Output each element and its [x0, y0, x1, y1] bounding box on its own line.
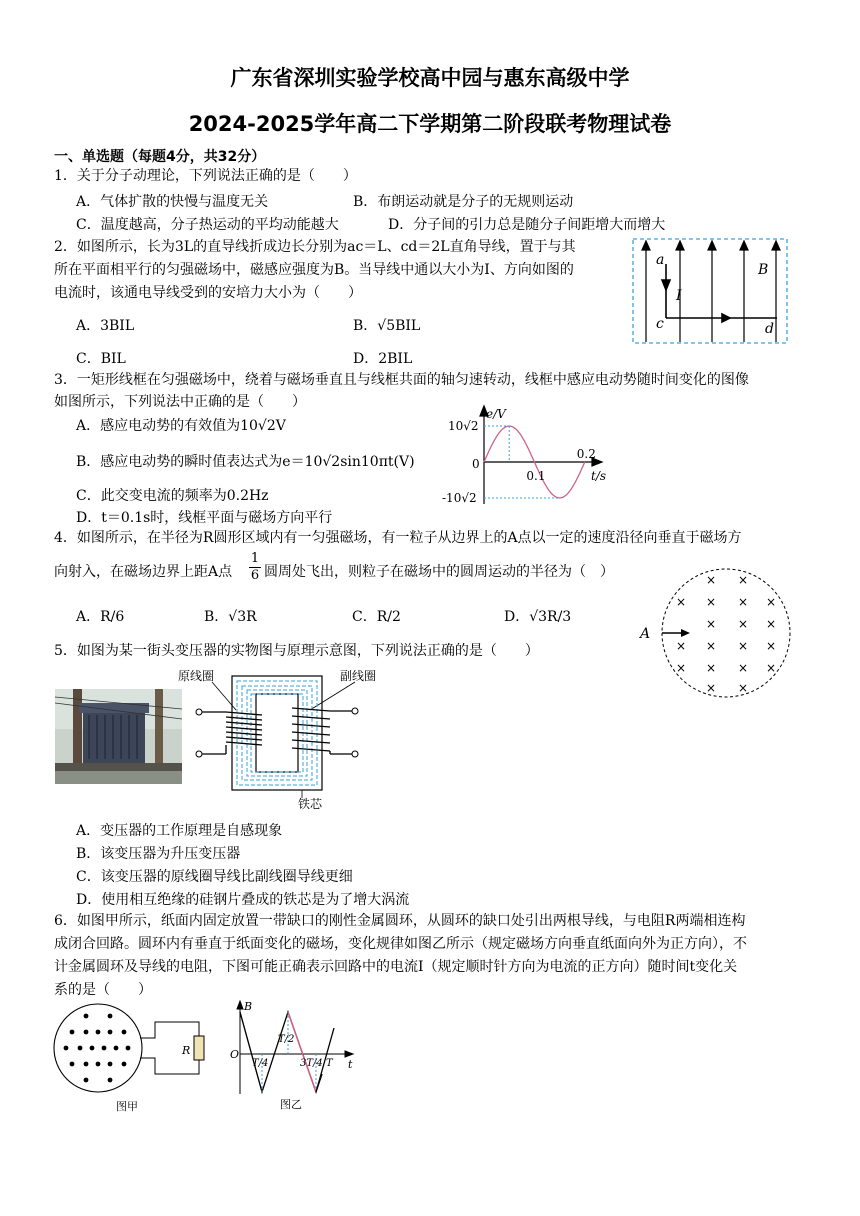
fraction-denominator: 6 [250, 568, 260, 583]
q2-magnetic-field-figure [632, 238, 788, 346]
field-cross: × [676, 639, 687, 653]
field-cross: × [766, 661, 777, 675]
field-cross: × [706, 661, 717, 675]
q4-line-1: 4．如图所示，在半径为R圆形区域内有一匀强磁场，有一粒子从边界上的A点以一定的速度沿径向垂直于磁场方 [54, 530, 742, 546]
transformer-schematic [178, 668, 390, 811]
origin-label: 0 [472, 457, 480, 471]
secondary-terminal [352, 751, 358, 757]
q6-line-1: 6．如图甲所示，纸面内固定放置一带缺口的刚性金属圆环，从圆环的缺口处引出两根导线，与电阻R两端相连构 [54, 913, 746, 929]
title-line-2: 2024-2025学年高二下学期第二阶段联考物理试卷 [188, 112, 672, 136]
q6-figure-a [52, 1002, 212, 1114]
iron-core-label: 铁芯 [298, 797, 323, 811]
q3-line-2: 如图所示，下列说法中正确的是（ ） [54, 394, 306, 410]
field-cross: × [706, 573, 717, 587]
q4-circular-field-figure [636, 568, 804, 700]
q4-line-2b: 圆周处飞出，则粒子在磁场中的圆周运动的半径为（ ） [264, 564, 614, 580]
field-cross: × [706, 617, 717, 631]
secondary-coil-label: 副线圈 [340, 669, 377, 683]
fraction-numerator: 1 [250, 551, 260, 566]
q1-option-a: A．气体扩散的快慢与温度无关 [76, 194, 269, 210]
q4-line-2a: 向射入，在磁场边界上距A点 [54, 564, 233, 580]
q5-stem: 5．如图为某一街头变压器的实物图与原理示意图，下列说法正确的是（ ） [54, 643, 539, 659]
field-dot [96, 1030, 101, 1035]
tick-3t4: 3T/4 [300, 1058, 323, 1069]
primary-terminal [196, 751, 202, 757]
field-dot [84, 1078, 89, 1083]
field-cross: × [766, 639, 777, 653]
secondary-terminal [352, 708, 358, 714]
b-curve-part1 [240, 1012, 322, 1092]
tick-t: T [326, 1058, 333, 1069]
q3-option-a: A．感应电动势的有效值为10√2V [76, 418, 286, 434]
q2-option-c: C．BIL [76, 351, 126, 367]
q4-option-d: D．√3R/3 [504, 609, 572, 625]
q1-option-d: D．分子间的引力总是随分子间距增大而增大 [388, 217, 666, 233]
q4-option-a: A．R/6 [76, 609, 125, 625]
x-tick-label: 0.1 [526, 469, 546, 483]
t-axis-label: t [348, 1058, 353, 1071]
field-dot [108, 1078, 113, 1083]
q2-line-1: 2．如图所示，长为3L的直导线折成边长分别为ac＝L、cd＝2L直角导线，置于与其 [54, 239, 576, 255]
field-dot [70, 1062, 75, 1067]
q1-stem: 1．关于分子动理论，下列说法正确的是（ ） [54, 168, 357, 184]
b-axis-label: B [244, 1000, 253, 1013]
tick-t2: T/2 [278, 1034, 295, 1045]
field-dot [90, 1046, 95, 1051]
label-b: B [758, 262, 769, 278]
field-dot [126, 1046, 131, 1051]
field-dot [70, 1030, 75, 1035]
q3-option-d: D．t＝0.1s时，线框平面与磁场方向平行 [76, 510, 333, 526]
b-curve-descent [288, 1012, 316, 1092]
field-cross: × [738, 661, 749, 675]
label-point-a: A [640, 626, 651, 642]
q5-option-a: A．变压器的工作原理是自感现象 [76, 823, 283, 839]
q1-option-b: B．布朗运动就是分子的无规则运动 [353, 194, 574, 210]
label-c: c [656, 316, 664, 332]
q6-line-3: 计金属圆环及导线的电阻，下图可能正确表示回路中的电流I（规定顺时针方向为电流的正方向）随时间t变化关 [54, 959, 738, 975]
tick-t4: T/4 [252, 1058, 269, 1069]
transformer-photo [55, 689, 182, 784]
field-dot [84, 1062, 89, 1067]
origin-label: O [230, 1048, 240, 1061]
field-dot [64, 1046, 69, 1051]
label-a: a [656, 252, 665, 268]
field-cross: × [766, 617, 777, 631]
figure-a-caption: 图甲 [116, 1100, 138, 1113]
q3-option-c: C．此交变电流的频率为0.2Hz [76, 488, 269, 504]
q2-option-d: D．2BIL [353, 351, 413, 367]
field-dot [114, 1046, 119, 1051]
field-dot [122, 1030, 127, 1035]
field-dot [122, 1062, 127, 1067]
section-heading: 一、单选题（每题4分，共32分） [54, 149, 266, 165]
field-cross: × [706, 681, 717, 695]
field-cross: × [738, 573, 749, 587]
x-axis-label: t/s [591, 469, 607, 483]
primary-coil-label: 原线圈 [178, 669, 215, 683]
q6-figure-b [228, 998, 362, 1110]
q6-line-4: 系的是（ ） [54, 982, 152, 998]
field-cross: × [706, 639, 717, 653]
q5-option-d: D．使用相互绝缘的硅钢片叠成的铁芯是为了增大涡流 [76, 892, 410, 908]
field-dot [108, 1062, 113, 1067]
q5-option-c: C．该变压器的原线圈导线比副线圈导线更细 [76, 869, 353, 885]
x-tick-label: 0.2 [576, 447, 596, 461]
q6-line-2: 成闭合回路。圆环内有垂直于纸面变化的磁场，变化规律如图乙所示（规定磁场方向垂直纸面向外为正方向），不 [54, 936, 747, 952]
y-tick-label: -10√2 [442, 491, 477, 505]
field-cross: × [738, 639, 749, 653]
q4-option-c: C．R/2 [352, 609, 401, 625]
q5-option-b: B．该变压器为升压变压器 [76, 846, 241, 862]
velocity-arrow-head [681, 629, 690, 637]
y-tick-label: 10√2 [448, 419, 479, 433]
field-cross: × [706, 595, 717, 609]
figure-b-caption: 图乙 [280, 1098, 302, 1111]
field-cross: × [738, 595, 749, 609]
label-i: I [676, 288, 682, 304]
q4-fraction [249, 551, 261, 584]
field-cross: × [676, 595, 687, 609]
field-dot [84, 1014, 89, 1019]
field-cross: × [738, 681, 749, 695]
field-cross: × [676, 661, 687, 675]
primary-terminal [196, 709, 202, 715]
title-line-1: 广东省深圳实验学校高中园与惠东高级中学 [230, 66, 630, 90]
q2-line-2: 所在平面相平行的匀强磁场中，磁感应强度为B。当导线中通以大小为I、方向如图的 [54, 262, 574, 278]
field-cross: × [738, 617, 749, 631]
field-dot [108, 1014, 113, 1019]
y-axis-label: e/V [486, 407, 506, 421]
field-dot [102, 1046, 107, 1051]
q1-option-c: C．温度越高，分子热运动的平均动能越大 [76, 217, 339, 233]
field-dot [96, 1062, 101, 1067]
q2-option-a: A．3BIL [76, 318, 135, 334]
q3-line-1: 3．一矩形线框在匀强磁场中，绕着与磁场垂直且与线框共面的轴匀速转动，线框中感应电动势随时间变化的图像 [54, 372, 749, 388]
q2-line-3: 电流时，该通电导线受到的安培力大小为（ ） [54, 285, 362, 301]
field-cross: × [766, 595, 777, 609]
field-dot [78, 1046, 83, 1051]
resistor-label: R [182, 1044, 191, 1057]
label-d: d [765, 321, 774, 337]
resistor [194, 1036, 204, 1060]
field-dot [84, 1030, 89, 1035]
q3-option-b: B．感应电动势的瞬时值表达式为e＝10√2sin10πt(V) [76, 454, 415, 470]
q3-emf-chart [440, 404, 618, 508]
q4-option-b: B．√3R [204, 609, 257, 625]
q2-option-b: B．√5BIL [353, 318, 421, 334]
field-dot [108, 1030, 113, 1035]
